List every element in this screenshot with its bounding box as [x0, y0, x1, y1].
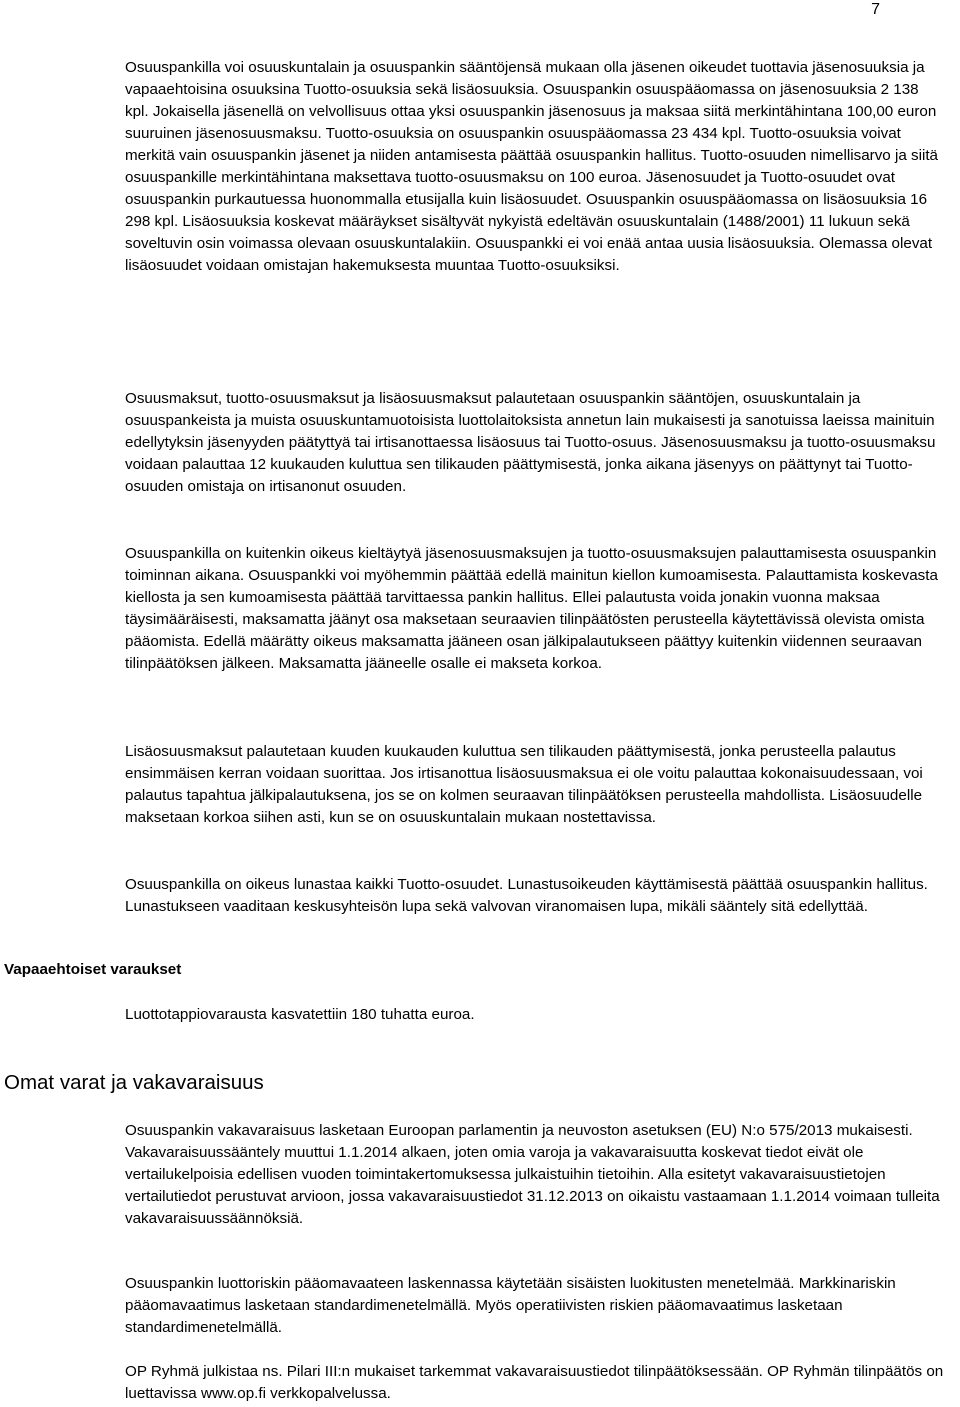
paragraph-refund-refusal: Osuuspankilla on kuitenkin oikeus kieltäytyä jäsenosuusmaksujen ja tuotto-osuusmaksujen palauttamisesta osuuspankin toiminnan aikana. Osuuspankki voi myöhemmin päättää edellä mainitun kiellon kumoamisesta. Palauttamista koskevasta kiellosta ja sen kumoamisesta päättää tarvittaessa pankin hallitus. Ellei palautusta voida jonakin vuonna maksaa täysimääräisesti, maksamatta jäänyt osa maksetaan seuraavien tilinpäätösten perusteella käytettävissä olevista omista pääomista. Edellä määrätty oikeus maksamatta jääneen osan jälkipalautukseen päättyy kuitenkin viidennen seuraavan tilinpäätöksen jälkeen. Maksamatta jääneelle osalle ei makseta korkoa.	[125, 545, 938, 672]
paragraph-capital-requirement: Osuuspankin luottoriskin pääomavaateen laskennassa käytetään sisäisten luokitusten menetelmää. Markkinariskin pääomavaatimus lasketaan standardimenetelmällä. Myös operatiivisten riskien pääomavaatimus lasketaan standardimenetelmällä.	[125, 1275, 896, 1336]
paragraph-redemption: Osuuspankilla on oikeus lunastaa kaikki Tuotto-osuudet. Lunastusoikeuden käyttämisestä päättää osuuspankin hallitus. Lunastukseen vaaditaan keskusyhteisön lupa sekä valvovan viranomaisen lupa, mikäli sääntely sitä edellyttää.	[125, 876, 928, 915]
paragraph-pillar-three: OP Ryhmä julkistaa ns. Pilari III:n mukaiset tarkemmat vakavaraisuustiedot tilinpäätöksessään. OP Ryhmän tilinpäätös on luettavissa www.op.fi verkkopalvelussa.	[125, 1363, 944, 1402]
paragraph-capital-adequacy: Osuuspankin vakavaraisuus lasketaan Euroopan parlamentin ja neuvoston asetuksen (EU) N:o 575/2013 mukaisesti. Vakavaraisuussääntely muuttui 1.1.2014 alkaen, joten omia varoja ja vakavaraisuutta koskevat tiedot eivät ole vertailukelpoisia edellisen vuoden toimintakertomuksessa julkaistuihin tietoihin. Alla esitetyt vakavaraisuustietojen vertailutiedot perustuvat arvioon, jossa vakavaraisuustiedot 31.12.2013 on oikaistu vastaamaan 1.1.2014 voimaan tulleita vakavaraisuussäännöksiä.	[125, 1122, 940, 1227]
voluntary-reserves-heading: Vapaaehtoiset varaukset	[4, 961, 182, 978]
paragraph-share-types: Osuuspankilla voi osuuskuntalain ja osuuspankin sääntöjensä mukaan olla jäsenen oikeudet tuottavia jäsenosuuksia ja vapaaehtoisina osuuksina Tuotto-osuuksia sekä lisäosuuksia. Osuuspankin osuuspääomassa on jäsenosuuksia 2 138 kpl. Jokaisella jäsenellä on velvollisuus ottaa yksi osuuspankin jäsenosuus ja maksaa siitä merkintähintana 100,00 euron suuruinen jäsenosuusmaksu. Tuotto-osuuksia on osuuspankin osuuspääomassa 23 434 kpl. Tuotto-osuuksia voivat merkitä vain osuuspankin jäsenet ja niiden antamisesta päättää osuuspankin hallitus. Tuotto-osuuden nimellisarvo ja siitä osuuspankille merkintähintana maksettava tuotto-osuusmaksu on 100 euroa. Jäsenosuudet ja Tuotto-osuudet ovat osuuspankin purkautuessa huonommalla etusijalla kuin lisäosuudet. Osuuspankin osuuspääomassa on lisäosuuksia 16 298 kpl. Lisäosuuksia koskevat määräykset sisältyvät nykyistä edeltävän osuuskuntalain (1488/2001) 11 lukuun sekä soveltuvin osin voimassa olevaan osuuskuntalakiin. Osuuspankki ei voi enää antaa uusia lisäosuuksia. Olemassa olevat lisäosuudet voidaan omistajan hakemuksesta muuntaa Tuotto-osuuksiksi.	[125, 59, 939, 274]
voluntary-reserves-text: Luottotappiovarausta kasvatettiin 180 tuhatta euroa.	[125, 1006, 475, 1023]
page-number: 7	[871, 1, 880, 18]
section-title-own-funds: Omat varat ja vakavaraisuus	[4, 1071, 264, 1094]
paragraph-additional-share-refunds: Lisäosuusmaksut palautetaan kuuden kuukauden kuluttua sen tilikauden päättymisestä, jonka perusteella palautus ensimmäisen kerran voidaan suorittaa. Jos irtisanottua lisäosuusmaksua ei ole voitu palauttaa kokonaisuudessaan, voi palautus tapahtua jälkipalautuksena, jos se on kolmen seuraavan tilinpäätöksen perusteella mahdollista. Lisäosuudelle maksetaan korkoa siihen asti, kun se on osuuskuntalain mukaan nostettavissa.	[125, 743, 923, 826]
paragraph-share-refunds: Osuusmaksut, tuotto-osuusmaksut ja lisäosuusmaksut palautetaan osuuspankin sääntöjen, osuuskuntalain ja osuuspankeista ja muista osuuskuntamuotoisista luottolaitoksista annetun lain mukaisesti ja sanotuissa laeissa mainituin edellytyksin jäsenyyden päätyttyä tai irtisanottaessa lisäosuus tai Tuotto-osuus. Jäsenosuusmaksu ja tuotto-osuusmaksu voidaan palauttaa 12 kuukauden kuluttua sen tilikauden päättymisestä, jonka aikana jäsenyys on päättynyt tai Tuotto-osuuden omistaja on irtisanonut osuuden.	[125, 390, 936, 495]
